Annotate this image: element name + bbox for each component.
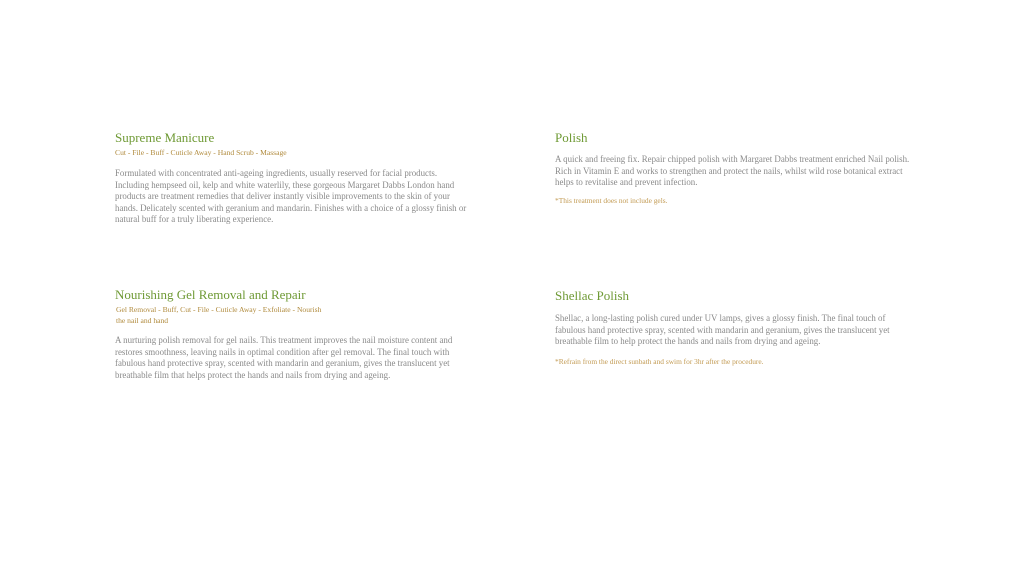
treatment-title: Nourishing Gel Removal and Repair — [115, 287, 306, 302]
treatment-card-gel-removal — [115, 287, 477, 381]
treatment-note: *This treatment does not include gels. — [555, 195, 668, 205]
treatment-steps: Gel Removal - Buff, Cut - File - Cuticle Away - Exfoliate - Nourish the nail and hand — [116, 305, 322, 325]
treatment-note: *Refrain from the direct sunbath and swim for 3hr after the procedure. — [555, 356, 764, 366]
treatment-title: Polish — [555, 130, 588, 145]
treatment-description: Formulated with concentrated anti-ageing ingredients, usually reserved for facial products. Including hempseed oil, kelp and white waterlily, these gorgeous Margaret Dabbs London hand products are treatment remedies that deliver instantly visible improvements to the skin of your hands. Delicately scented with geranium and mandarin. Finishes with a choice of a glossy finish or natural buff for a truly liberating experience. — [115, 168, 467, 224]
treatment-title: Shellac Polish — [555, 288, 630, 303]
treatment-description: A nurturing polish removal for gel nails. This treatment improves the nail moisture content and restores smoothness, leaving nails in optimal condition after gel removal. The final touch with fabulous hand protective spray, scented with mandarin and geranium, gives the translucent yet breathable film that helps protect the hands and nails from drying and ageing. — [115, 335, 453, 380]
treatment-card-supreme-manicure — [115, 130, 477, 226]
treatment-steps: Cut - File - Buff - Cuticle Away - Hand Scrub - Massage — [115, 148, 287, 157]
treatment-title: Supreme Manicure — [115, 130, 215, 145]
treatment-card-polish — [555, 130, 917, 206]
treatment-description: A quick and freeing fix. Repair chipped polish with Margaret Dabbs treatment enriched Nail polish. Rich in Vitamin E and works to strengthen and protect the nails, whilst wild rose botanical extract helps to revitalise and prevent infection. — [555, 154, 910, 187]
treatment-card-shellac-polish — [555, 288, 917, 367]
treatment-description: Shellac, a long-lasting polish cured under UV lamps, gives a glossy finish. The final touch of fabulous hand protective spray, scented with mandarin and geranium, gives the translucent yet breathable film to help protect the hands and nails from drying and ageing. — [555, 313, 890, 346]
